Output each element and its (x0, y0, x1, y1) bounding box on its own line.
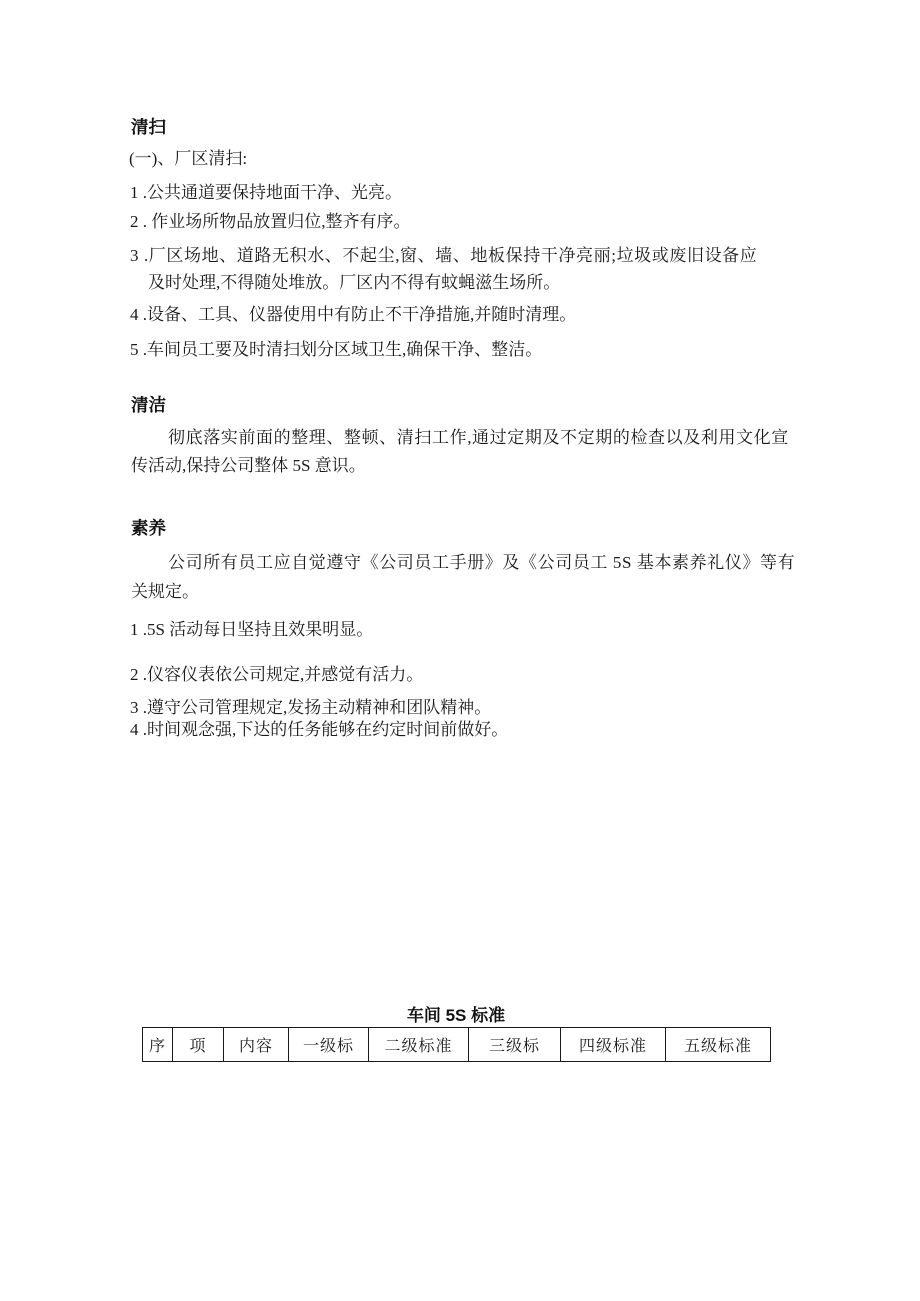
qingsao-item-5: 5 .车间员工要及时清扫划分区域卫生,确保干净、整洁。 (130, 340, 543, 359)
qingsao-item-1: 1 .公共通道要保持地面干净、光亮。 (130, 183, 402, 202)
col-header-seq: 序 (143, 1028, 173, 1062)
suyang-item-4: 4 .时间观念强,下达的任务能够在约定时间前做好。 (130, 720, 509, 739)
col-header-level-1: 一级标 (289, 1028, 369, 1062)
heading-qingsao: 清扫 (131, 117, 166, 137)
col-header-content: 内容 (224, 1028, 289, 1062)
suyang-para-line-2: 关规定。 (131, 582, 199, 601)
col-header-level-4: 四级标准 (561, 1028, 666, 1062)
heading-qingjie: 清洁 (131, 395, 166, 415)
workshop-5s-standard-table (142, 1027, 771, 1062)
suyang-para-line-1: 公司所有员工应自觉遵守《公司员工手册》及《公司员工 5S 基本素养礼仪》等有 (168, 553, 796, 572)
qingsao-item-2: 2 . 作业场所物品放置归位,整齐有序。 (130, 212, 411, 231)
suyang-item-3: 3 .遵守公司管理规定,发扬主动精神和团队精神。 (130, 698, 492, 717)
table-title-workshop-5s-standard: 车间 5S 标准 (406, 1006, 506, 1025)
col-header-item: 项 (173, 1028, 224, 1062)
col-header-level-2: 二级标准 (369, 1028, 469, 1062)
subheading-factory-cleaning: (一)、厂区清扫: (129, 149, 248, 168)
qingsao-item-4: 4 .设备、工具、仪器使用中有防止不干净措施,并随时清理。 (130, 305, 577, 324)
qingjie-para-line-2: 传活动,保持公司整体 5S 意识。 (131, 456, 366, 475)
qingsao-item-3-line-2: 及时处理,不得随处堆放。厂区内不得有蚊蝇滋生场所。 (148, 273, 561, 292)
heading-suyang: 素养 (131, 518, 166, 538)
col-header-level-3: 三级标 (469, 1028, 561, 1062)
suyang-item-1: 1 .5S 活动每日坚持且效果明显。 (130, 620, 374, 639)
qingjie-para-line-1: 彻底落实前面的整理、整顿、清扫工作,通过定期及不定期的检查以及利用文化宣 (168, 428, 789, 447)
qingsao-item-3-line-1: 3 .厂区场地、道路无积水、不起尘,窗、墙、地板保持干净亮丽;垃圾或废旧设备应 (130, 246, 758, 265)
table-header-row (143, 1028, 771, 1062)
suyang-item-2: 2 .仪容仪表依公司规定,并感觉有活力。 (130, 665, 424, 684)
col-header-level-5: 五级标准 (666, 1028, 771, 1062)
